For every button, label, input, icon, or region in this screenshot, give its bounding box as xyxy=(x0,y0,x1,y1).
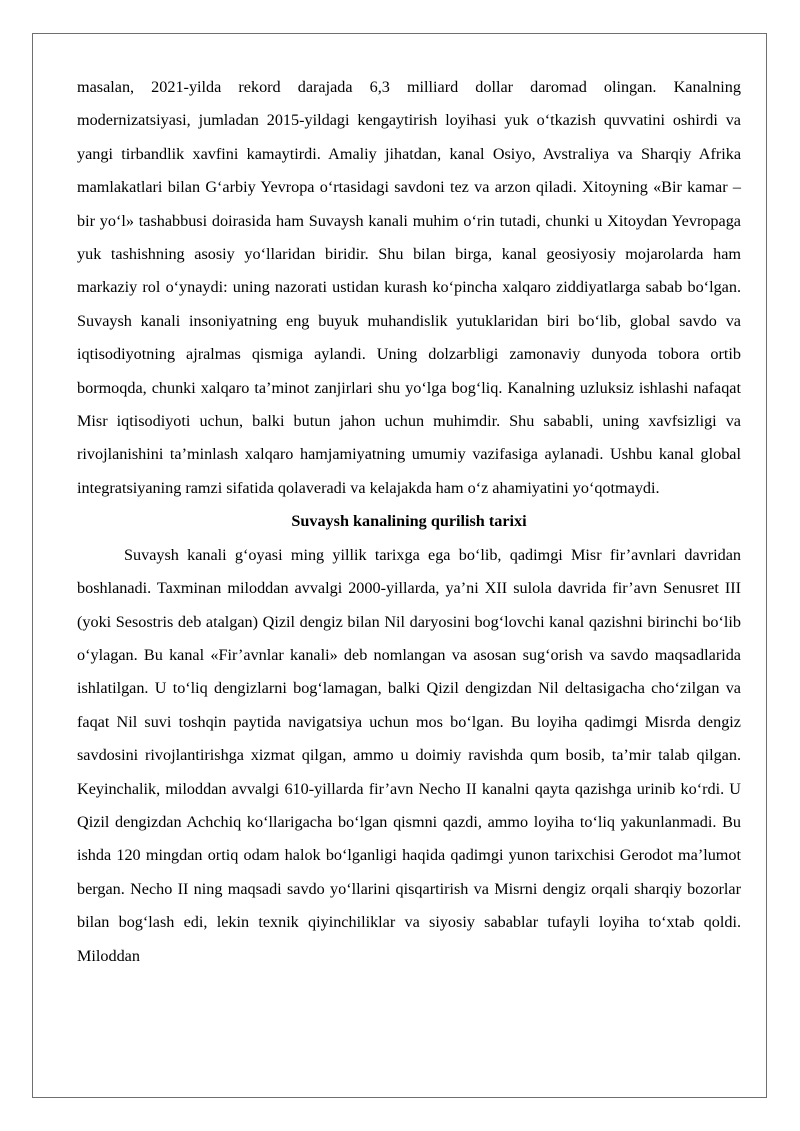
section-heading: Suvaysh kanalining qurilish tarixi xyxy=(291,512,527,531)
body-paragraph: Suvaysh kanali g‘oyasi ming yillik tarixga ega bo‘lib, qadimgi Misr fir’avnlari davridan boshlanadi. Taxminan miloddan avvalgi 2000-yillarda, ya’ni XII sulola davrida fir’avn Senusret III (yoki Sesostris deb atalgan) Qizil dengiz bilan Nil daryosini bog‘lovchi kanal qazishni birinchi bo‘lib o‘ylagan. Bu kanal «Fir’avnlar kanali» deb nomlangan va asosan sug‘orish va savdo maqsadlarida ishlatilgan. U to‘liq dengizlarni bog‘lamagan, balki Qizil dengizdan Nil deltasigacha cho‘zilgan va faqat Nil suvi toshqin paytida navigatsiya uchun mos bo‘lgan. Bu loyiha qadimgi Misrda dengiz savdosini rivojlantirishga xizmat qilgan, ammo u doimiy ravishda qum bosib, ta’mir talab qilgan. Keyinchalik, miloddan avvalgi 610-yillarda fir’avn Necho II kanalni qayta qazishga urinib ko‘rdi. U Qizil dengizdan Achchiq ko‘llarigacha bo‘lgan qismni qazdi, ammo loyiha to‘liq yakunlanmadi. Bu ishda 120 mingdan ortiq odam halok bo‘lganligi haqida qadimgi yunon tarixchisi Gerodot ma’lumot bergan. Necho II ning maqsadi savdo yo‘llarini qisqartirish va Misrni dengiz orqali sharqiy bozorlar bilan bog‘lash edi, lekin texnik qiyinchiliklar va siyosiy sabablar tufayli loyiha to‘xtab qoldi. Miloddan xyxy=(77,545,741,965)
body-paragraph: masalan, 2021-yilda rekord darajada 6,3 milliard dollar daromad olingan. Kanalning modernizatsiyasi, jumladan 2015-yildagi kengaytirish loyihasi yuk o‘tkazish quvvatini oshirdi va yangi tirbandlik xavfini kamaytirdi. Amaliy jihatdan, kanal Osiyo, Avstraliya va Sharqiy Afrika mamlakatlari bilan G‘arbiy Yevropa o‘rtasidagi savdoni tez va arzon qiladi. Xitoyning «Bir kamar – bir yo‘l» tashabbusi doirasida ham Suvaysh kanali muhim o‘rin tutadi, chunki u Xitoydan Yevropaga yuk tashishning asosiy yo‘llaridan biridir. Shu bilan birga, kanal geosiyosiy mojarolarda ham markaziy rol o‘ynaydi: uning nazorati ustidan kurash ko‘pincha xalqaro ziddiyatlarga sabab bo‘lgan. Suvaysh kanali insoniyatning eng buyuk muhandislik yutuklaridan biri bo‘lib, global savdo va iqtisodiyotning ajralmas qismiga aylandi. Uning dolzarbligi zamonaviy dunyoda tobora ortib bormoqda, chunki xalqaro ta’minot zanjirlari shu yo‘lga bog‘liq. Kanalning uzluksiz ishlashi nafaqat Misr iqtisodiyoti uchun, balki butun jahon uchun muhimdir. Shu sababli, uning xavfsizligi va rivojlanishini ta’minlash xalqaro hamjamiyatning umumiy vazifasiga aylanadi. Ushbu kanal global integratsiyaning ramzi sifatida qolaveradi va kelajakda ham o‘z ahamiyatini yo‘qotmaydi. xyxy=(77,78,741,497)
document-body xyxy=(77,71,741,973)
